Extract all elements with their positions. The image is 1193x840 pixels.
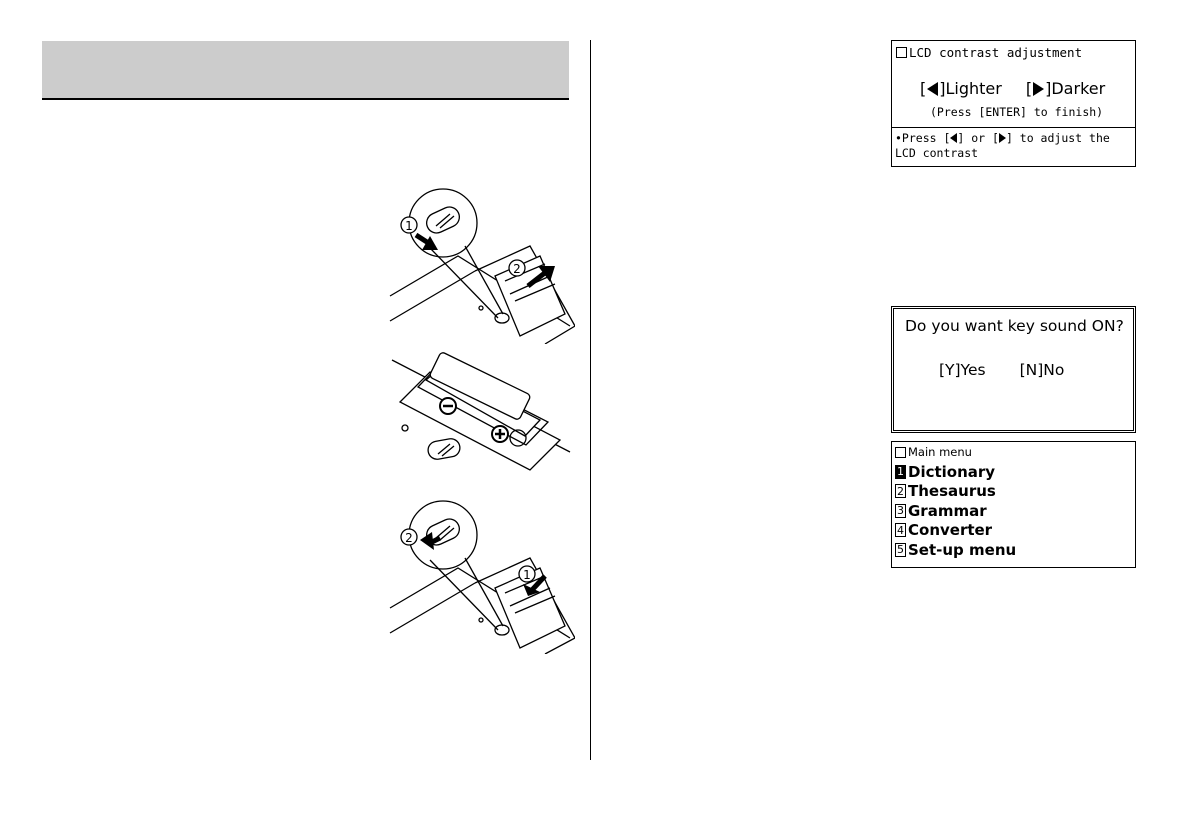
column-divider: [590, 40, 591, 760]
lcd-divider: [892, 127, 1135, 128]
step-1-label: 1: [523, 568, 531, 582]
key-sound-question: Do you want key sound ON?: [905, 317, 1124, 335]
battery-compartment-illustration: [390, 352, 575, 472]
no-option: [N]No: [1019, 361, 1065, 379]
lcd-main-menu-screen: [891, 441, 1136, 568]
menu-item-label: Dictionary: [908, 462, 996, 481]
step-2-label: 2: [405, 531, 413, 545]
main-menu-title-text: Main menu: [908, 445, 972, 459]
battery-cover-removal-illustration: [380, 186, 575, 344]
step-2-label: 2: [513, 262, 521, 276]
lcd-contrast-screen: [891, 40, 1136, 167]
lcd-contrast-title: [896, 45, 1082, 60]
hint-middle: ] or [: [957, 131, 999, 145]
lighter-option: [ ] Lighter: [920, 79, 1002, 98]
menu-item-label: Set-up menu: [908, 540, 1017, 559]
menu-item-setup: [895, 540, 1016, 560]
yes-option: [Y]Yes: [939, 361, 986, 379]
hint-suffix: ] to adjust the: [1005, 131, 1110, 145]
menu-number-badge: 2: [897, 484, 904, 498]
main-menu-title: [895, 445, 972, 459]
yes-no-options: [939, 361, 1064, 379]
right-arrow-icon: [999, 133, 1006, 143]
step-1-label: 1: [405, 219, 413, 233]
lighter-label: Lighter: [945, 79, 1002, 98]
lcd-key-sound-screen: [891, 306, 1136, 433]
darker-label: Darker: [1051, 79, 1106, 98]
menu-item-converter: [895, 521, 1016, 541]
menu-item-grammar: [895, 501, 1016, 521]
finish-note: (Press [ENTER] to finish): [930, 105, 1104, 119]
menu-number-badge: 5: [897, 543, 904, 557]
checkbox-square-icon: [896, 47, 907, 58]
right-arrow-icon: [1033, 82, 1044, 96]
menu-item-label: Grammar: [908, 501, 987, 520]
lcd-contrast-title-text: LCD contrast adjustment: [909, 45, 1083, 60]
contrast-options: [920, 79, 1105, 98]
hint-line-2: LCD contrast: [895, 146, 979, 160]
menu-number-badge: 3: [897, 504, 904, 518]
menu-number-badge: 4: [897, 523, 904, 537]
main-menu-list: [895, 462, 1016, 560]
darker-option: [ ] Darker: [1025, 79, 1106, 98]
contrast-hint: [895, 131, 1110, 161]
menu-item-dictionary: [895, 462, 1016, 482]
menu-item-thesaurus: [895, 482, 1016, 502]
menu-number-badge: 1: [897, 465, 904, 479]
left-arrow-icon: [927, 82, 938, 96]
checkbox-square-icon: [895, 447, 906, 458]
menu-item-label: Converter: [908, 521, 993, 540]
menu-item-label: Thesaurus: [908, 482, 996, 501]
battery-cover-replace-illustration: [380, 496, 575, 654]
section-header-bar: [42, 41, 569, 100]
hint-prefix: •Press [: [895, 131, 951, 145]
